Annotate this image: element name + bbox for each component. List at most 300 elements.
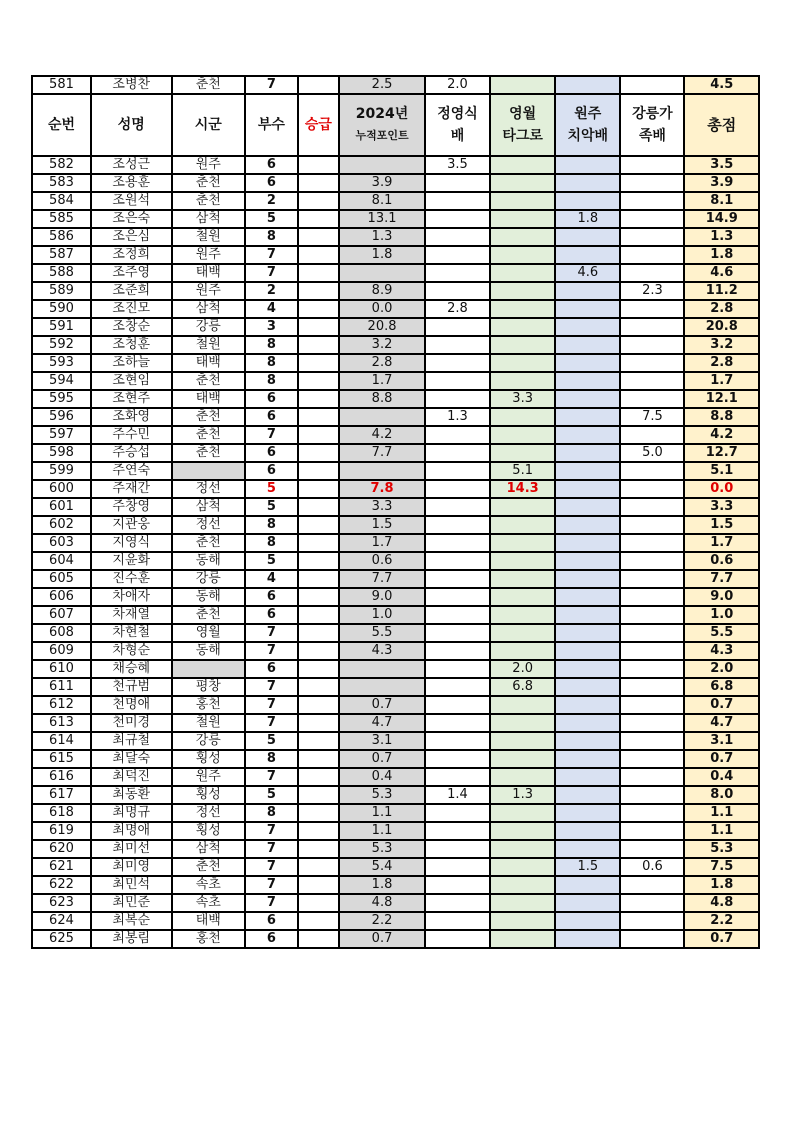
cell-jeongyeongsik (425, 354, 490, 372)
cell-wonju (555, 534, 620, 552)
ranking-table (31, 75, 760, 949)
cell-gangneung: 0.6 (620, 858, 684, 876)
cell-yeongwol (490, 606, 555, 624)
cell-accumulated: 1.1 (339, 804, 425, 822)
cell-wonju (555, 642, 620, 660)
cell-promotion (298, 264, 339, 282)
table-row (32, 606, 759, 624)
cell-wonju (555, 76, 620, 94)
header-yeongwol-line2: 타그로 (502, 128, 543, 144)
cell-name: 조정희 (91, 246, 172, 264)
cell-accumulated: 0.7 (339, 750, 425, 768)
cell-name: 주수민 (91, 426, 172, 444)
cell-promotion (298, 354, 339, 372)
cell-yeongwol (490, 318, 555, 336)
cell-wonju (555, 390, 620, 408)
cell-accumulated: 13.1 (339, 210, 425, 228)
cell-jeongyeongsik (425, 642, 490, 660)
cell-division: 7 (245, 678, 298, 696)
header-gangneung (620, 94, 684, 156)
cell-division: 8 (245, 336, 298, 354)
cell-jeongyeongsik (425, 696, 490, 714)
cell-no: 594 (32, 372, 91, 390)
cell-yeongwol (490, 858, 555, 876)
table-row (32, 912, 759, 930)
cell-yeongwol: 1.3 (490, 786, 555, 804)
cell-gangneung (620, 372, 684, 390)
cell-jeongyeongsik (425, 372, 490, 390)
cell-accumulated: 2.2 (339, 912, 425, 930)
cell-total: 1.1 (684, 822, 759, 840)
cell-city: 춘천 (172, 372, 245, 390)
cell-city: 원주 (172, 282, 245, 300)
cell-name: 조용훈 (91, 174, 172, 192)
cell-city: 속초 (172, 894, 245, 912)
table-row (32, 876, 759, 894)
cell-no: 617 (32, 786, 91, 804)
cell-yeongwol: 2.0 (490, 660, 555, 678)
table-row (32, 534, 759, 552)
cell-total: 1.7 (684, 372, 759, 390)
cell-no: 615 (32, 750, 91, 768)
cell-total: 0.7 (684, 696, 759, 714)
cell-jeongyeongsik (425, 624, 490, 642)
cell-gangneung (620, 156, 684, 174)
cell-division: 7 (245, 642, 298, 660)
cell-accumulated: 0.7 (339, 696, 425, 714)
cell-jeongyeongsik (425, 660, 490, 678)
table-row (32, 750, 759, 768)
cell-no: 599 (32, 462, 91, 480)
cell-wonju (555, 372, 620, 390)
cell-gangneung (620, 426, 684, 444)
header-division: 부수 (245, 94, 298, 156)
cell-accumulated: 1.3 (339, 228, 425, 246)
cell-yeongwol (490, 372, 555, 390)
cell-division: 7 (245, 714, 298, 732)
cell-total: 4.2 (684, 426, 759, 444)
table-row (32, 174, 759, 192)
cell-wonju (555, 714, 620, 732)
cell-yeongwol (490, 408, 555, 426)
cell-total: 4.7 (684, 714, 759, 732)
cell-promotion (298, 300, 339, 318)
cell-wonju (555, 606, 620, 624)
cell-city: 정선 (172, 516, 245, 534)
cell-name: 최달숙 (91, 750, 172, 768)
cell-promotion (298, 930, 339, 948)
cell-total: 4.3 (684, 642, 759, 660)
cell-promotion (298, 210, 339, 228)
cell-gangneung (620, 912, 684, 930)
cell-jeongyeongsik (425, 246, 490, 264)
cell-no: 605 (32, 570, 91, 588)
header-gangneung-line2: 족배 (638, 128, 666, 144)
table-row (32, 660, 759, 678)
cell-gangneung (620, 822, 684, 840)
cell-yeongwol (490, 750, 555, 768)
cell-wonju (555, 156, 620, 174)
cell-no: 602 (32, 516, 91, 534)
table-row (32, 246, 759, 264)
cell-total: 6.8 (684, 678, 759, 696)
cell-city: 속초 (172, 876, 245, 894)
cell-yeongwol: 6.8 (490, 678, 555, 696)
cell-jeongyeongsik: 1.3 (425, 408, 490, 426)
cell-no: 596 (32, 408, 91, 426)
cell-no: 591 (32, 318, 91, 336)
cell-name: 최규철 (91, 732, 172, 750)
cell-name: 주승섭 (91, 444, 172, 462)
table-row (32, 786, 759, 804)
cell-accumulated: 2.5 (339, 76, 425, 94)
cell-no: 595 (32, 390, 91, 408)
table-row (32, 426, 759, 444)
cell-gangneung (620, 192, 684, 210)
cell-accumulated: 5.3 (339, 786, 425, 804)
cell-yeongwol (490, 264, 555, 282)
cell-promotion (298, 786, 339, 804)
cell-jeongyeongsik (425, 390, 490, 408)
cell-division: 7 (245, 768, 298, 786)
cell-accumulated: 3.3 (339, 498, 425, 516)
cell-gangneung (620, 228, 684, 246)
cell-city: 삼척 (172, 300, 245, 318)
cell-division: 3 (245, 318, 298, 336)
cell-name: 조진모 (91, 300, 172, 318)
cell-city (172, 660, 245, 678)
cell-promotion (298, 750, 339, 768)
cell-promotion (298, 876, 339, 894)
cell-name: 지윤화 (91, 552, 172, 570)
cell-wonju (555, 318, 620, 336)
cell-name: 조하늘 (91, 354, 172, 372)
cell-jeongyeongsik (425, 606, 490, 624)
cell-name: 차애자 (91, 588, 172, 606)
cell-no: 592 (32, 336, 91, 354)
cell-promotion (298, 732, 339, 750)
cell-jeongyeongsik (425, 336, 490, 354)
cell-total: 3.1 (684, 732, 759, 750)
cell-city: 태백 (172, 390, 245, 408)
table-row (32, 156, 759, 174)
cell-jeongyeongsik (425, 210, 490, 228)
cell-yeongwol (490, 588, 555, 606)
cell-promotion (298, 588, 339, 606)
cell-promotion (298, 76, 339, 94)
cell-gangneung (620, 732, 684, 750)
cell-jeongyeongsik (425, 876, 490, 894)
cell-total: 0.0 (684, 480, 759, 498)
cell-total: 2.0 (684, 660, 759, 678)
cell-yeongwol (490, 210, 555, 228)
cell-city: 원주 (172, 768, 245, 786)
cell-promotion (298, 678, 339, 696)
cell-jeongyeongsik (425, 462, 490, 480)
cell-division: 7 (245, 894, 298, 912)
cell-wonju (555, 840, 620, 858)
cell-total: 1.7 (684, 534, 759, 552)
cell-promotion (298, 408, 339, 426)
header-gangneung-line1: 강릉가 (632, 106, 673, 122)
cell-accumulated: 4.2 (339, 426, 425, 444)
cell-jeongyeongsik (425, 498, 490, 516)
cell-promotion (298, 372, 339, 390)
cell-yeongwol (490, 840, 555, 858)
cell-city: 강릉 (172, 318, 245, 336)
cell-yeongwol (490, 768, 555, 786)
cell-name: 주연숙 (91, 462, 172, 480)
cell-accumulated: 8.1 (339, 192, 425, 210)
table-row (32, 570, 759, 588)
cell-jeongyeongsik (425, 552, 490, 570)
cell-gangneung (620, 462, 684, 480)
cell-accumulated: 9.0 (339, 588, 425, 606)
table-row (32, 282, 759, 300)
cell-division: 8 (245, 228, 298, 246)
cell-city (172, 462, 245, 480)
cell-yeongwol (490, 174, 555, 192)
cell-city: 삼척 (172, 840, 245, 858)
cell-wonju (555, 462, 620, 480)
cell-gangneung (620, 174, 684, 192)
cell-total: 7.5 (684, 858, 759, 876)
header-jeongyeongsik (425, 94, 490, 156)
cell-city: 동해 (172, 552, 245, 570)
table-row (32, 408, 759, 426)
cell-total: 1.8 (684, 246, 759, 264)
cell-wonju (555, 354, 620, 372)
cell-yeongwol (490, 498, 555, 516)
header-yeongwol (490, 94, 555, 156)
table-row (32, 264, 759, 282)
cell-division: 7 (245, 624, 298, 642)
cell-promotion (298, 606, 339, 624)
cell-name: 진수훈 (91, 570, 172, 588)
cell-wonju (555, 876, 620, 894)
cell-wonju: 4.6 (555, 264, 620, 282)
cell-total: 1.5 (684, 516, 759, 534)
cell-no: 624 (32, 912, 91, 930)
cell-accumulated: 5.3 (339, 840, 425, 858)
cell-city: 철원 (172, 336, 245, 354)
cell-city: 동해 (172, 642, 245, 660)
header-accumulated (339, 94, 425, 156)
cell-division: 5 (245, 786, 298, 804)
header-promotion: 승급 (298, 94, 339, 156)
cell-city: 강릉 (172, 570, 245, 588)
cell-city: 삼척 (172, 210, 245, 228)
cell-division: 5 (245, 498, 298, 516)
cell-no: 587 (32, 246, 91, 264)
cell-division: 6 (245, 606, 298, 624)
cell-promotion (298, 534, 339, 552)
table-row (32, 678, 759, 696)
cell-division: 8 (245, 372, 298, 390)
cell-gangneung: 5.0 (620, 444, 684, 462)
cell-gangneung (620, 516, 684, 534)
cell-division: 7 (245, 426, 298, 444)
cell-total: 2.8 (684, 354, 759, 372)
cell-jeongyeongsik (425, 282, 490, 300)
cell-accumulated: 1.7 (339, 534, 425, 552)
cell-city: 홍천 (172, 696, 245, 714)
cell-no: 608 (32, 624, 91, 642)
cell-wonju (555, 696, 620, 714)
cell-division: 6 (245, 174, 298, 192)
cell-jeongyeongsik (425, 534, 490, 552)
cell-division: 7 (245, 76, 298, 94)
cell-jeongyeongsik (425, 192, 490, 210)
cell-division: 6 (245, 156, 298, 174)
cell-division: 5 (245, 480, 298, 498)
cell-total: 20.8 (684, 318, 759, 336)
cell-total: 5.3 (684, 840, 759, 858)
table-row (32, 210, 759, 228)
cell-gangneung (620, 606, 684, 624)
cell-accumulated: 4.8 (339, 894, 425, 912)
cell-accumulated: 7.7 (339, 444, 425, 462)
cell-name: 최덕진 (91, 768, 172, 786)
cell-wonju (555, 768, 620, 786)
cell-total: 3.5 (684, 156, 759, 174)
cell-division: 2 (245, 282, 298, 300)
cell-total: 3.2 (684, 336, 759, 354)
cell-accumulated: 0.0 (339, 300, 425, 318)
cell-gangneung (620, 894, 684, 912)
cell-total: 1.3 (684, 228, 759, 246)
cell-name: 최복순 (91, 912, 172, 930)
cell-name: 조준희 (91, 282, 172, 300)
table-row (32, 498, 759, 516)
cell-yeongwol (490, 426, 555, 444)
cell-accumulated: 2.8 (339, 354, 425, 372)
cell-yeongwol: 14.3 (490, 480, 555, 498)
cell-division: 7 (245, 246, 298, 264)
cell-wonju (555, 804, 620, 822)
cell-jeongyeongsik (425, 480, 490, 498)
table-row (32, 318, 759, 336)
cell-division: 7 (245, 264, 298, 282)
cell-city: 춘천 (172, 444, 245, 462)
cell-no: 612 (32, 696, 91, 714)
cell-city: 춘천 (172, 858, 245, 876)
cell-jeongyeongsik (425, 318, 490, 336)
cell-wonju (555, 660, 620, 678)
header-jeongyeongsik-line1: 정영식 (437, 106, 478, 122)
cell-accumulated (339, 678, 425, 696)
table-row (32, 516, 759, 534)
cell-yeongwol (490, 804, 555, 822)
cell-name: 최민준 (91, 894, 172, 912)
cell-name: 조병찬 (91, 76, 172, 94)
cell-accumulated: 20.8 (339, 318, 425, 336)
cell-jeongyeongsik (425, 804, 490, 822)
cell-accumulated: 4.3 (339, 642, 425, 660)
cell-accumulated: 1.0 (339, 606, 425, 624)
cell-no: 606 (32, 588, 91, 606)
cell-yeongwol (490, 624, 555, 642)
table-row (32, 192, 759, 210)
cell-no: 593 (32, 354, 91, 372)
cell-jeongyeongsik (425, 768, 490, 786)
cell-yeongwol: 3.3 (490, 390, 555, 408)
cell-division: 8 (245, 534, 298, 552)
table-row (32, 552, 759, 570)
cell-jeongyeongsik (425, 930, 490, 948)
cell-yeongwol (490, 696, 555, 714)
cell-jeongyeongsik (425, 174, 490, 192)
cell-promotion (298, 912, 339, 930)
cell-gangneung (620, 588, 684, 606)
cell-wonju (555, 930, 620, 948)
header-total: 총점 (684, 94, 759, 156)
cell-yeongwol (490, 876, 555, 894)
cell-total: 0.7 (684, 930, 759, 948)
cell-total: 8.0 (684, 786, 759, 804)
cell-gangneung (620, 480, 684, 498)
cell-wonju: 1.5 (555, 858, 620, 876)
cell-yeongwol (490, 570, 555, 588)
cell-accumulated: 3.2 (339, 336, 425, 354)
cell-city: 춘천 (172, 408, 245, 426)
cell-total: 8.1 (684, 192, 759, 210)
cell-yeongwol (490, 642, 555, 660)
cell-gangneung (620, 876, 684, 894)
cell-yeongwol: 5.1 (490, 462, 555, 480)
cell-name: 주재간 (91, 480, 172, 498)
cell-accumulated: 0.6 (339, 552, 425, 570)
cell-division: 6 (245, 930, 298, 948)
table-row (32, 714, 759, 732)
cell-wonju: 1.8 (555, 210, 620, 228)
cell-total: 2.8 (684, 300, 759, 318)
header-accumulated-label: 누적포인트 (355, 129, 409, 142)
cell-wonju (555, 300, 620, 318)
cell-city: 평창 (172, 678, 245, 696)
cell-yeongwol (490, 732, 555, 750)
cell-promotion (298, 624, 339, 642)
cell-wonju (555, 498, 620, 516)
cell-total: 4.8 (684, 894, 759, 912)
cell-jeongyeongsik: 2.8 (425, 300, 490, 318)
cell-name: 최미선 (91, 840, 172, 858)
cell-yeongwol (490, 192, 555, 210)
cell-no: 622 (32, 876, 91, 894)
cell-wonju (555, 678, 620, 696)
cell-jeongyeongsik (425, 444, 490, 462)
cell-total: 0.6 (684, 552, 759, 570)
header-wonju-line2: 치악배 (567, 128, 609, 144)
cell-jeongyeongsik (425, 858, 490, 876)
cell-city: 태백 (172, 354, 245, 372)
cell-no: 603 (32, 534, 91, 552)
table-row (32, 930, 759, 948)
cell-yeongwol (490, 534, 555, 552)
cell-division: 7 (245, 840, 298, 858)
cell-name: 조화영 (91, 408, 172, 426)
cell-total: 14.9 (684, 210, 759, 228)
cell-division: 6 (245, 588, 298, 606)
cell-name: 최명규 (91, 804, 172, 822)
cell-city: 정선 (172, 804, 245, 822)
cell-gangneung: 7.5 (620, 408, 684, 426)
cell-city: 원주 (172, 246, 245, 264)
cell-name: 지영식 (91, 534, 172, 552)
cell-name: 조원석 (91, 192, 172, 210)
cell-name: 조은숙 (91, 210, 172, 228)
table-row (32, 354, 759, 372)
